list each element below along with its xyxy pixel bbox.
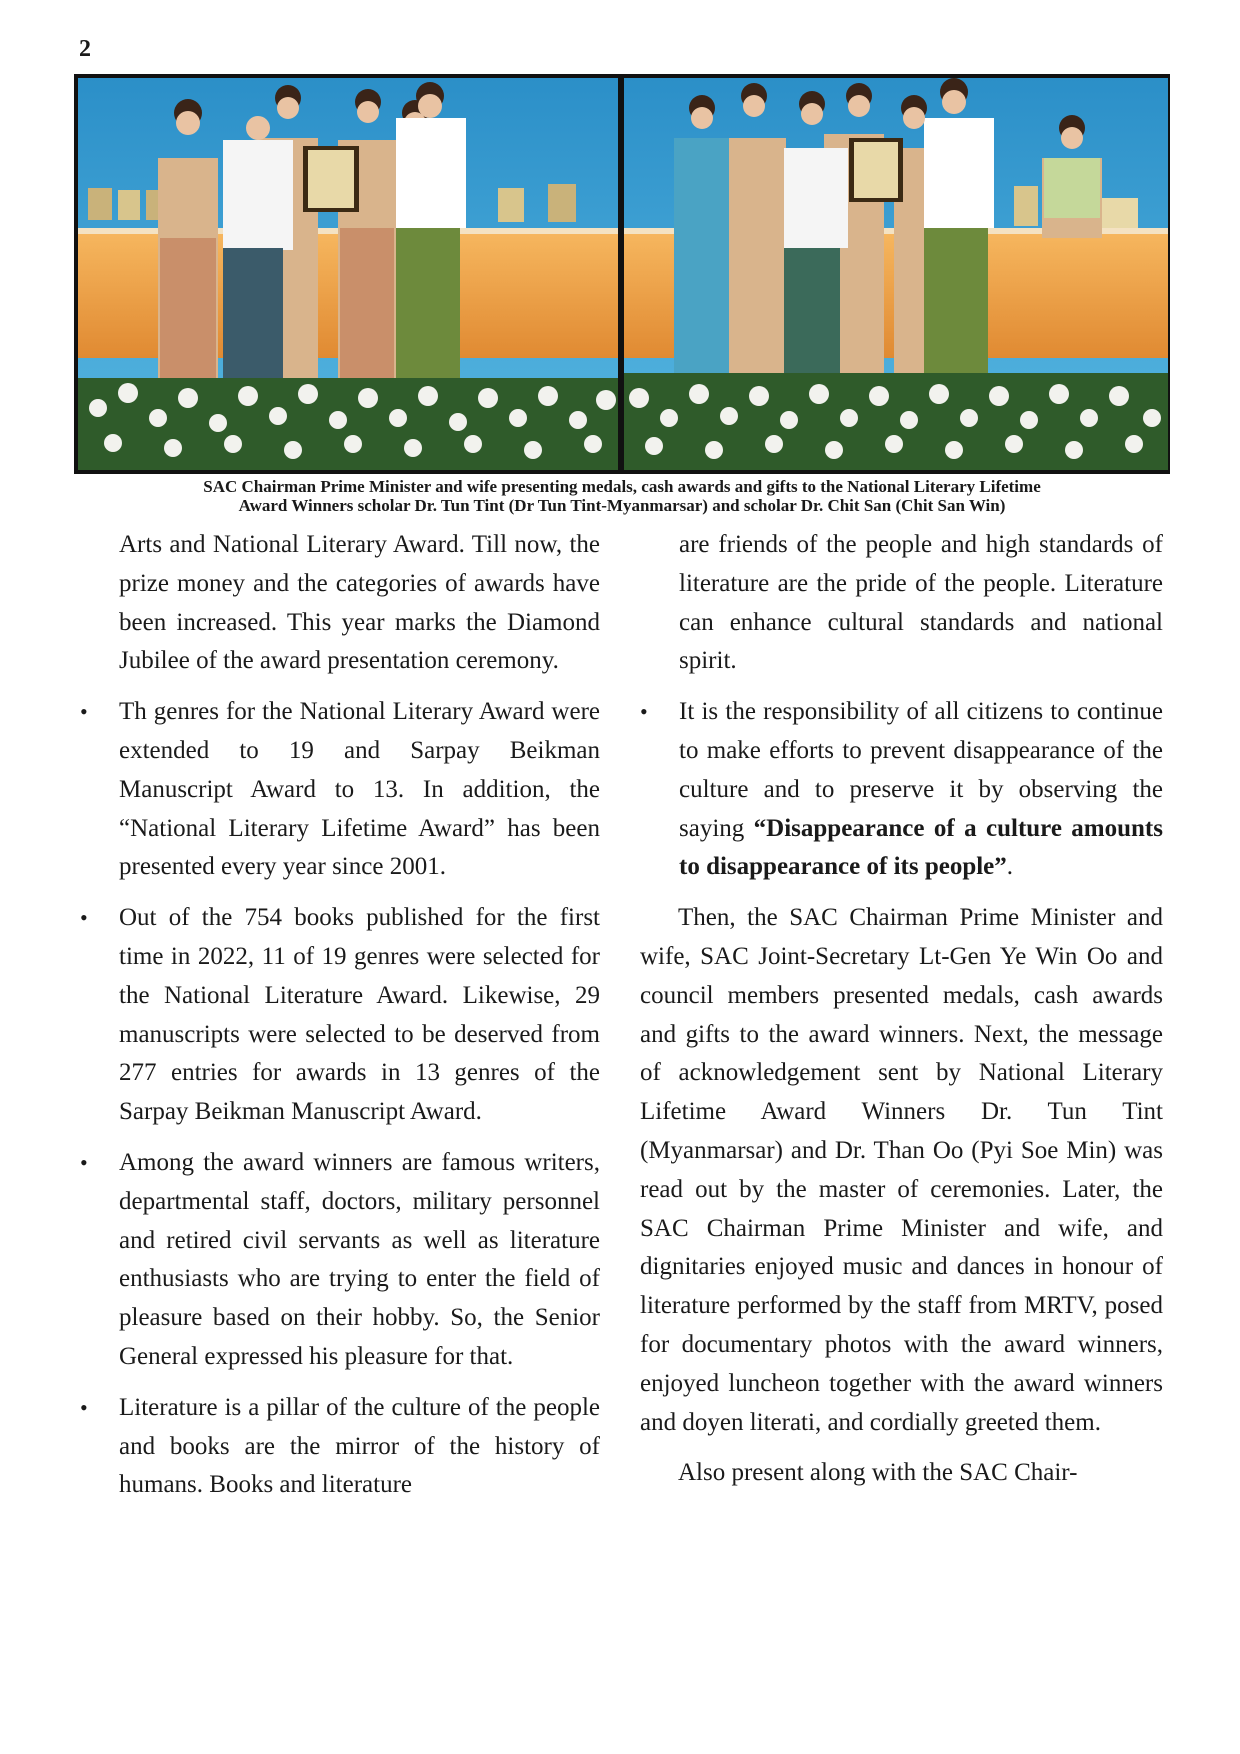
bullet-responsibility-text: It is the responsibility of all citizens to continue to make efforts to prevent disappearance of the culture and to preserve it by observing the saying [679,698,1163,842]
intro-paragraph: Arts and National Literary Award. Till now, the prize money and the categories of awards have been increased. This year marks the Diamond Jubilee of the award presentation ceremony. [119,531,600,675]
award-photo-right [624,78,1168,470]
bullet-responsibility-end: . [1006,853,1014,881]
bullet-responsibility-quote: “Disappearance of a culture amounts to disappearance of its people” [679,814,1163,881]
paragraph-also-present: Also present along with the SAC Chair- [678,1459,1078,1487]
award-photo-right-image [624,78,1168,470]
page-number: 2 [79,36,91,62]
bullet-books-published: • Out of the 754 books published for the first time in 2022, 11 of 19 genres were selected for the National Literature Award. Likewise, 29 manuscripts were selected to be deserved from 277 entries for awards in 13 genres of the Sarpay Beikman Manuscript Award. [80,899,600,1132]
photo-caption [74,477,1170,515]
award-photo-left-image [78,78,618,470]
award-photo-left [78,78,618,470]
photo-caption-line-2: Award Winners scholar Dr. Tun Tint (Dr Tun Tint-Myanmarsar) and scholar Dr. Chit San (Chit San Win) [238,496,1006,515]
bullet-literature-pillar: • Literature is a pillar of the culture of the people and books are the mirror of the history of humans. Books and literature [80,1389,600,1505]
bullet-genres: • Th genres for the National Literary Award were extended to 19 and Sarpay Beikman Manuscript Award to 13. In addition, the “National Literary Lifetime Award” has been presented every year since 2001. [80,693,600,887]
photo-caption-line-1: SAC Chairman Prime Minister and wife presenting medals, cash awards and gifts to the National Literary Lifetime [203,477,1041,496]
bullet-responsibility [640,693,1163,887]
paragraph-ceremony: Then, the SAC Chairman Prime Minister and wife, SAC Joint-Secretary Lt-Gen Ye Win Oo and council members presented medals, cash awards and gifts to the award winners. Next, the message of acknowledgement sent by National Literary Lifetime Award Winners Dr. Tun Tint (Myanmarsar) and Dr. Than Oo (Pyi Soe Min) was read out by the master of ceremonies. Later, the SAC Chairman Prime Minister and wife, and dignitaries enjoyed music and dances in honour of literature performed by the staff from MRTV, posed for documentary photos with the award winners, enjoyed luncheon together with the award winners and doyen literati, and cordially greeted them. [640,904,1163,1436]
bullet-continued: are friends of the people and high standards of literature are the pride of the people. Literature can enhance cultural standards and national spirit. [679,531,1163,675]
photo-strip [74,74,1170,474]
left-column [80,526,600,1517]
right-column [640,526,1163,1505]
bullet-award-winners: • Among the award winners are famous writers, departmental staff, doctors, military personnel and retired civil servants as well as literature enthusiasts who are trying to enter the field of pleasure based on their hobby. So, the Senior General expressed his pleasure for that. [80,1144,600,1377]
